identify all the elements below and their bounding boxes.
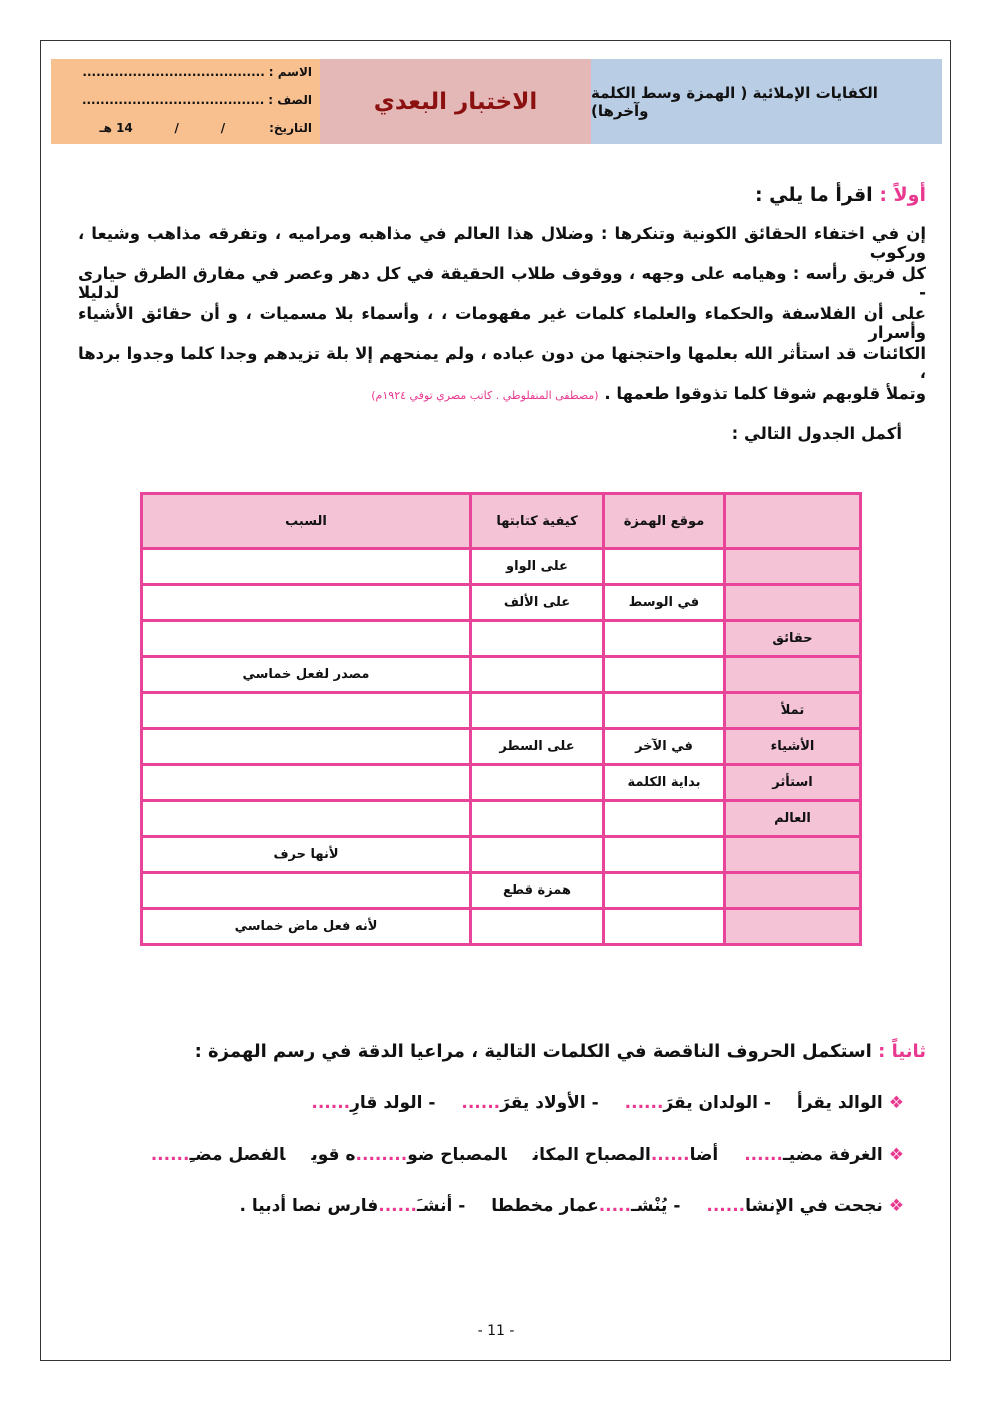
paragraph-line: كل فريق رأسه : وهيامه على وجهه ، ووقوف طلاب الحقيقة في كل دهر وعصر في مفارق الطرق حيارى - لدليلا (78, 264, 926, 302)
exercise-text: - الأولاد يقرَ (500, 1093, 599, 1113)
table-cell[interactable] (142, 765, 471, 801)
paragraph-last (371, 384, 926, 403)
table-cell[interactable] (604, 837, 725, 873)
table-cell[interactable] (604, 657, 725, 693)
table-cell[interactable] (604, 549, 725, 585)
table-row (142, 549, 861, 585)
exercise-text: نجحت في الإنشا (745, 1196, 883, 1216)
section1-heading (755, 184, 926, 206)
blank-field[interactable]: ...... (311, 1093, 351, 1113)
paragraph-line: إن في اختفاء الحقائق الكونية وتنكرها : وضلال هذا العالم في مذاهبه ومراميه ، وتفرقه مذاهب وشيعا ، وركوب (78, 224, 926, 262)
page-number: - 11 - (477, 1323, 515, 1339)
date-label: التاريخ: (269, 121, 312, 135)
exercise-item (797, 1093, 883, 1113)
exercise-item (311, 1145, 506, 1165)
exercise-item (240, 1196, 466, 1216)
table-cell[interactable] (604, 909, 725, 945)
table-cell[interactable] (471, 801, 604, 837)
blank-field[interactable]: ...... (650, 1145, 690, 1165)
exercise-line (214, 1196, 905, 1216)
table-row (142, 837, 861, 873)
table-cell: على الواو (471, 549, 604, 585)
student-info (51, 59, 320, 144)
blank-field[interactable]: ........ (355, 1145, 408, 1165)
table-cell[interactable] (142, 729, 471, 765)
blank-field[interactable]: ...... (378, 1196, 417, 1216)
exercise-text: - الولد قارِ (350, 1093, 436, 1113)
table-row (142, 621, 861, 657)
table-cell[interactable] (725, 837, 861, 873)
table-header-row (142, 494, 861, 549)
class-field[interactable]: ........................................ (81, 93, 265, 107)
table-cell: حقائق (725, 621, 861, 657)
subject-title: الكفايات الإملائية ( الهمزة وسط الكلمة وآخرها) (591, 59, 942, 144)
diamond-bullet-icon: ❖ (888, 1093, 904, 1113)
table-cell: في الوسط (604, 585, 725, 621)
table-cell[interactable] (471, 621, 604, 657)
table-cell: على السطر (471, 729, 604, 765)
exercise-item (533, 1145, 719, 1165)
table-cell[interactable] (471, 657, 604, 693)
table-row (142, 801, 861, 837)
table-cell[interactable] (142, 549, 471, 585)
table-cell[interactable] (725, 585, 861, 621)
name-label: الاسم : (268, 65, 312, 79)
table-cell[interactable] (142, 585, 471, 621)
blank-field[interactable]: ...... (624, 1093, 664, 1113)
table-cell[interactable] (725, 873, 861, 909)
table-cell[interactable] (142, 621, 471, 657)
exercise-text: الغرفة مضيـ (782, 1145, 883, 1165)
table-cell[interactable] (471, 693, 604, 729)
table-cell[interactable] (725, 657, 861, 693)
paragraph-line: الكائنات قد استأثر الله بعلمها واحتجنها من دون عباده ، ولم يمنحهم إلا بلة تزيدهم وجدا كلما وجدوا بردها ، (78, 344, 926, 382)
exercise-text: المصباح ضو (407, 1145, 507, 1165)
table-cell: استأثر (725, 765, 861, 801)
table-cell[interactable] (604, 873, 725, 909)
paragraph-line: وتملأ قلوبهم شوقا كلما تذوقوا طعمها . (604, 384, 926, 403)
table-cell[interactable] (142, 801, 471, 837)
table-cell: على الألف (471, 585, 604, 621)
exercise-item (151, 1145, 286, 1165)
table-cell: مصدر لفعل خماسي (142, 657, 471, 693)
test-title: الاختبار البعدي (320, 59, 591, 144)
table-cell: لأنها حرف (142, 837, 471, 873)
table-cell: همزة قطع (471, 873, 604, 909)
table-cell: بداية الكلمة (604, 765, 725, 801)
hamza-table (140, 492, 862, 946)
exercise-text: - أنشـَ (417, 1196, 466, 1216)
citation: (مصطفى المنفلوطي . كاتب مصري توفي ١٩٢٤م) (371, 389, 599, 402)
table-cell[interactable] (471, 909, 604, 945)
section1-label: أولاً : (879, 184, 926, 206)
exercise-item (744, 1145, 883, 1165)
table-row (142, 729, 861, 765)
exercise-text: عمار مخططا (491, 1196, 599, 1216)
exercise-text: - الولدان يقرَ (663, 1093, 771, 1113)
paragraph-line: على أن الفلاسفة والحكماء والعلماء كلمات غير مفهومات ، ، وأسماء بلا مسميات ، و أن حقائق الأشياء وأسرار (78, 304, 926, 342)
exercise-text: الوالد يقرأ (796, 1093, 883, 1113)
table-cell: العالم (725, 801, 861, 837)
exercise-item (491, 1196, 680, 1216)
header-cell (725, 494, 861, 549)
table-row (142, 873, 861, 909)
table-cell[interactable] (725, 909, 861, 945)
table-cell[interactable] (604, 693, 725, 729)
table-cell: لأنه فعل ماض خماسي (142, 909, 471, 945)
blank-field[interactable]: ..... (598, 1196, 631, 1216)
exercise-text: ه قوي (311, 1145, 356, 1165)
exercise-text: - يُنْشـ (630, 1196, 681, 1216)
exercise-text: المصباح المكان (532, 1145, 651, 1165)
blank-field[interactable]: ...... (744, 1145, 783, 1165)
header-cell: موقع الهمزة (604, 494, 725, 549)
exercise-item (311, 1093, 435, 1113)
section2-label: ثانياً : (878, 1041, 926, 1062)
exercise-text: الفصل مضـِ (189, 1145, 286, 1165)
date-field[interactable]: / / 14 هـ (99, 121, 226, 135)
exercise-item (706, 1196, 882, 1216)
table-cell[interactable] (471, 837, 604, 873)
table-cell[interactable] (142, 693, 471, 729)
header-cell: السبب (142, 494, 471, 549)
exercise-text: فارس نصا أدبيا . (239, 1196, 379, 1216)
table-cell[interactable] (471, 765, 604, 801)
table-cell[interactable] (142, 873, 471, 909)
table-cell: الأشياء (725, 729, 861, 765)
table-cell[interactable] (604, 801, 725, 837)
class-label: الصف : (268, 93, 312, 107)
exercise-item (625, 1093, 771, 1113)
table-row (142, 657, 861, 693)
diamond-bullet-icon: ❖ (888, 1196, 904, 1216)
blank-field[interactable]: ...... (461, 1093, 501, 1113)
table-row (142, 765, 861, 801)
table-row (142, 693, 861, 729)
blank-field[interactable]: ...... (150, 1145, 190, 1165)
table-cell[interactable] (725, 549, 861, 585)
table-row (142, 909, 861, 945)
table-cell: تملأ (725, 693, 861, 729)
header-cell: كيفية كتابتها (471, 494, 604, 549)
section2-heading (195, 1041, 926, 1062)
exercise-text: أضا (689, 1145, 719, 1165)
diamond-bullet-icon: ❖ (888, 1145, 904, 1165)
table-cell: في الآخر (604, 729, 725, 765)
exercise-item (461, 1093, 598, 1113)
blank-field[interactable]: ...... (706, 1196, 746, 1216)
name-field[interactable]: ........................................ (82, 65, 265, 79)
exercise-line (125, 1145, 904, 1165)
table-instruction: أكمل الجدول التالي : (731, 424, 902, 443)
exercise-line (285, 1093, 904, 1113)
table-row (142, 585, 861, 621)
table-cell[interactable] (604, 621, 725, 657)
section2-title: استكمل الحروف الناقصة في الكلمات التالية ، مراعيا الدقة في رسم الهمزة : (194, 1041, 872, 1062)
section1-title: اقرأ ما يلي : (754, 184, 873, 206)
